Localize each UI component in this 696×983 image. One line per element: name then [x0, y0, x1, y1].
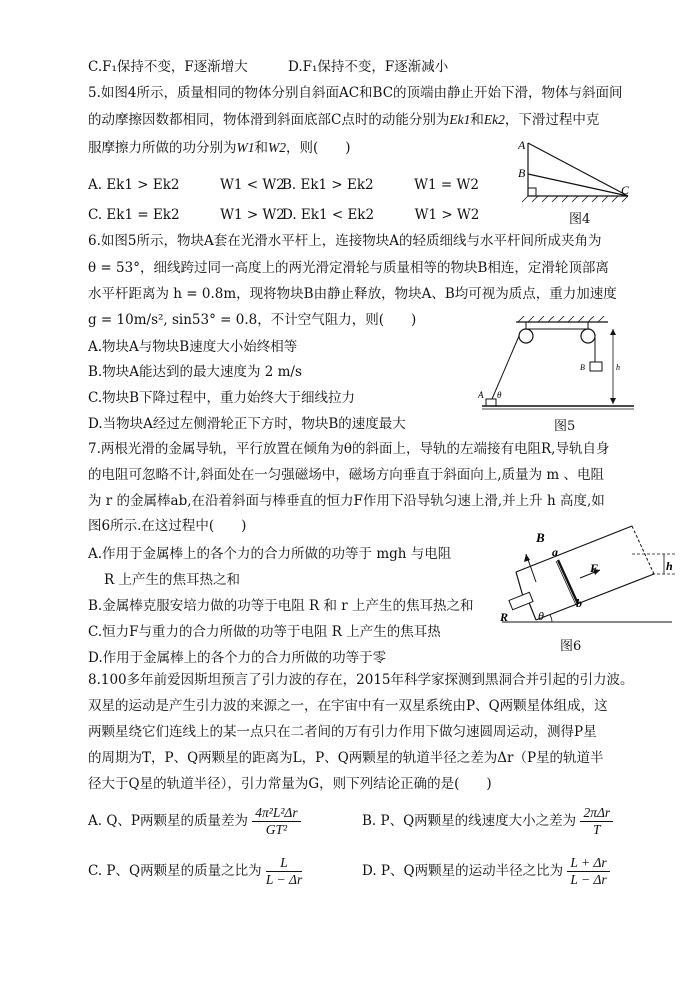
- q6-stem-line4: g = 10m/s², sin53° = 0.8，不计空气阻力，则( ): [88, 312, 417, 328]
- q6-option-d: D.当物块A经过左侧滑轮正下方时，物块B的速度最大: [88, 416, 406, 432]
- q8-stem-line2: 双星的运动是产生引力波的来源之一，在宇宙中有一双星系统由P、Q两颗星体组成，这: [88, 698, 608, 714]
- q4-option-c: C.F₁保持不变，F逐渐增大: [88, 59, 248, 75]
- fig6-label-r: R: [500, 610, 509, 624]
- q8-option-c: C. P、Q两颗星的质量之比为 $\frac{L}{L - \Delta r}$: [88, 855, 303, 887]
- q8-stem-line5: 径大于Q星的轨道半径），引力常量为G，则下列结论正确的是( ): [88, 776, 492, 792]
- q5-option-c: C. Ek1 = Ek2 W1 > W2: [88, 207, 285, 223]
- q8-stem-line3: 两颗星绕它们连线上的某一点只在二者间的万有引力作用下做匀速圆周运动，测得P星: [88, 724, 597, 740]
- q7-option-d: D.作用于金属棒上的各个力的合力所做的功等于零: [88, 650, 387, 666]
- q6-option-b: B.物块A能达到的最大速度为 2 m/s: [88, 364, 302, 380]
- q8-option-b: B. P、Q两颗星的线速度大小之差为 $\frac{\text{2πΔr}}{T}$: [362, 803, 613, 839]
- q7-option-b: B.金属棒克服安培力做的功等于电阻 R 和 r 上产生的焦耳热之和: [88, 598, 474, 614]
- q5-option-d: D. Ek1 < Ek2 W1 > W2: [282, 207, 480, 223]
- q5-stem-line3: 服摩擦力所做的功分别为W1和W2，则( ): [88, 140, 351, 156]
- fig5-label-h: h: [616, 363, 620, 372]
- fig6-label-f: F: [590, 561, 599, 575]
- figure-6-rail-diagram: [496, 514, 680, 630]
- q8-option-b-fraction: $\frac{\text{2πΔr}}{T}$: [580, 805, 613, 838]
- fig6-label-a: a: [552, 545, 558, 559]
- q5-option-b: B. Ek1 > Ek2 W1 = W2: [282, 177, 479, 193]
- q6-stem-line2: θ = 53°，细线跨过同一高度上的两光滑定滑轮与质量相等的物块B相连，定滑轮顶部离: [88, 260, 609, 276]
- q7-option-c: C.恒力F与重力的合力所做的功等于电阻 R 上产生的焦耳热: [88, 624, 441, 640]
- q5-stem-line2: 的动摩擦因数都相同，物体滑到斜面底部C点时的动能分别为Ek1和Ek2，下滑过程中克: [88, 112, 600, 128]
- q8-option-a: A. Q、P两颗星的质量差为 $\frac{\text{4π²L²Δr}}{\text{GT²}}$: [88, 803, 301, 839]
- fig4-label-a: A: [518, 138, 526, 152]
- fig6-label-b-field: B: [536, 530, 545, 545]
- q7-stem-line2: 的电阻可忽略不计,斜面处在一匀强磁场中，磁场方向垂直于斜面向上,质量为 m 、电阻: [88, 467, 604, 483]
- fig4-label-c: C: [621, 183, 630, 197]
- q6-stem-line3: 水平杆距离为 h = 0.8m，现将物块B由静止释放，物块A、B均可视为质点，重力加速度: [88, 286, 617, 302]
- figure-5-caption: 图5: [554, 419, 576, 434]
- q5-stem-line1: 5.如图4所示，质量相同的物体分别自斜面AC和BC的顶端由静止开始下滑，物体与斜面间: [88, 85, 623, 101]
- fig5-label-b: B: [580, 363, 585, 372]
- q7-stem-line4: 图6所示.在这过程中( ): [88, 518, 247, 534]
- figure-5-pulley-diagram: [478, 316, 638, 414]
- figure-4-caption: 图4: [569, 212, 591, 227]
- q6-stem-line1: 6.如图5所示，物块A套在光滑水平杆上，连接物块A的轻质细线与水平杆间所成夹角为: [88, 233, 602, 249]
- q7-option-a-line2: R 上产生的焦耳热之和: [104, 572, 240, 588]
- fig6-label-theta: θ: [538, 609, 544, 623]
- q8-stem-line1: 8.100多年前爱因斯坦预言了引力波的存在，2015年科学家探测到黑洞合并引起的引力波。: [88, 672, 634, 688]
- fig4-label-b: B: [518, 166, 526, 180]
- q4-option-d: D.F₁保持不变，F逐渐减小: [288, 59, 449, 75]
- fig5-label-a: A: [478, 390, 484, 400]
- q7-stem-line1: 7.两根光滑的金属导轨，平行放置在倾角为θ的斜面上，导轨的左端接有电阻R,导轨自身: [88, 441, 610, 457]
- q5-option-a: A. Ek1 > Ek2 W1 < W2: [88, 177, 285, 193]
- figure-4-incline-diagram: [518, 138, 638, 204]
- fig6-label-h: h: [666, 559, 673, 573]
- q8-option-a-fraction: $\frac{\text{4π²L²Δr}}{\text{GT²}}$: [252, 805, 300, 838]
- q6-option-a: A.物块A与物块B速度大小始终相等: [88, 339, 298, 355]
- q7-stem-line3: 为 r 的金属棒ab,在沿着斜面与棒垂直的恒力F作用下沿导轨匀速上滑,并上升 h 高度,如: [88, 493, 605, 509]
- fig6-label-b-end: b: [576, 596, 582, 610]
- q6-option-c: C.物块B下降过程中，重力始终大于细线拉力: [88, 390, 356, 406]
- q7-option-a-line1: A.作用于金属棒上的各个力的合力所做的功等于 mgh 与电阻: [88, 546, 452, 562]
- q8-option-d: D. P、Q两颗星的运动半径之比为 $\frac{L + \Delta r}{L - \Delta r}$: [362, 853, 610, 889]
- q8-stem-line4: 的周期为T，P、Q两颗星的距离为L，P、Q两颗星的轨道半径之差为Δr（P星的轨道半: [88, 750, 604, 766]
- fig5-label-theta: θ: [497, 390, 502, 400]
- figure-6-caption: 图6: [560, 639, 582, 654]
- q8-option-c-fraction: $\frac{L}{L - \Delta r}$: [265, 855, 303, 887]
- q8-option-d-fraction: $\frac{L + \Delta r}{L - \Delta r}$: [567, 855, 609, 888]
